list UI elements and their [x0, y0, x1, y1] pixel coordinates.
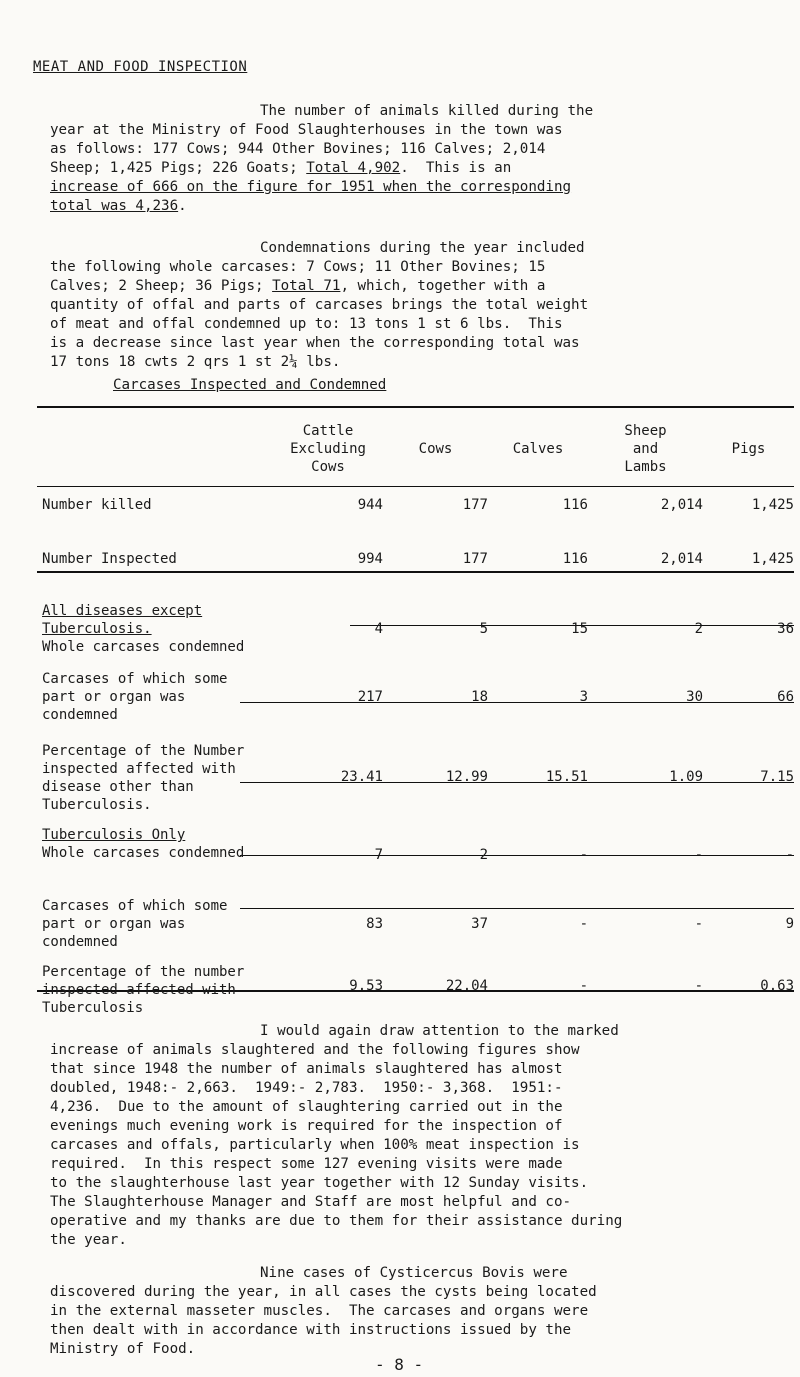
header-line: Cattle — [302, 423, 354, 439]
cell-value: 5 — [479, 621, 488, 637]
text-line: The Slaughterhouse Manager and Staff are most helpful and co- — [50, 1194, 572, 1210]
label-line: Tuberculosis. — [42, 621, 152, 637]
text-line — [50, 178, 775, 197]
text-line: I would again draw attention to the marked — [260, 1023, 619, 1039]
label-line: part or organ was — [42, 689, 186, 705]
text-span: Sheep; 1,425 Pigs; 226 Goats; — [50, 160, 307, 176]
label-line: inspected affected with — [42, 982, 236, 998]
text-line: then dealt with in accordance with instructions issued by the — [50, 1322, 572, 1338]
cell-value: 177 — [462, 551, 488, 567]
cell-value: 116 — [562, 551, 588, 567]
table-row — [37, 814, 794, 887]
table-row — [37, 574, 794, 656]
text-line: 4,236. Due to the amount of slaughtering carried out in the — [50, 1099, 563, 1115]
cell-value: 22.04 — [445, 978, 488, 994]
text-line: increase of animals slaughtered and the following figures show — [50, 1042, 580, 1058]
cell-value: 217 — [357, 689, 383, 705]
header-pigs: Pigs — [731, 441, 766, 457]
cell-value: 177 — [462, 497, 488, 513]
text-line: that since 1948 the number of animals slaughtered has almost — [50, 1061, 563, 1077]
table-title: Carcases Inspected and Condemned — [113, 377, 387, 393]
cell-value: 1,425 — [751, 551, 794, 567]
cell-value: - — [579, 916, 588, 932]
cell-value: 3 — [579, 689, 588, 705]
cell-value: 7 — [374, 847, 383, 863]
table-row — [37, 656, 794, 734]
text-line: required. In this respect some 127 evening visits were made — [50, 1156, 563, 1172]
label-line: part or organ was — [42, 916, 186, 932]
label-line: Whole carcases condemned — [42, 639, 245, 655]
header-line: Sheep — [624, 423, 667, 439]
row-label — [37, 814, 273, 887]
text-line: of meat and offal condemned up to: 13 tons 1 st 6 lbs. This — [50, 316, 563, 332]
label-line: Percentage of the Number — [42, 743, 245, 759]
text-line: year at the Ministry of Food Slaughterhouses in the town was — [50, 122, 563, 138]
text-span: Calves; 2 Sheep; 36 Pigs; — [50, 278, 273, 294]
cell-value: 0.63 — [760, 978, 794, 994]
label-line: Carcases of which some — [42, 671, 228, 687]
text-span: . — [178, 198, 187, 214]
text-line: operative and my thanks are due to them for their assistance during — [50, 1213, 623, 1229]
text-line: Condemnations during the year included — [260, 240, 585, 256]
row-label: Number killed — [42, 497, 152, 513]
label-line: inspected affected with — [42, 761, 236, 777]
label-line: Percentage of the number — [42, 964, 245, 980]
cell-value: 83 — [366, 916, 383, 932]
cell-value: 994 — [357, 551, 383, 567]
label-line: All diseases except — [42, 603, 203, 619]
text-line: as follows: 177 Cows; 944 Other Bovines; 116 Calves; 2,014 — [50, 141, 546, 157]
label-line: Carcases of which some — [42, 898, 228, 914]
row-label — [37, 957, 273, 1023]
cell-value: 36 — [777, 621, 794, 637]
header-line: and — [632, 441, 659, 457]
text-line: doubled, 1948:- 2,663. 1949:- 2,783. 1950:- 3,368. 1951:- — [50, 1080, 563, 1096]
cell-value: - — [579, 847, 588, 863]
increase-text: increase of 666 on the figure for 1951 when the corresponding — [50, 179, 572, 195]
text-line: Nine cases of Cysticercus Bovis were — [260, 1265, 568, 1281]
text-line: is a decrease since last year when the corresponding total was — [50, 335, 580, 351]
header-sheep — [588, 422, 703, 486]
cell-value: 1,425 — [751, 497, 794, 513]
row-label — [37, 734, 273, 814]
cell-value: 4 — [374, 621, 383, 637]
text-line — [50, 197, 775, 216]
header-line: Excluding — [290, 441, 366, 457]
cell-value: - — [694, 847, 703, 863]
previous-total: total was 4,236 — [50, 198, 179, 214]
cell-value: 1.09 — [669, 769, 703, 785]
row-label — [37, 574, 273, 656]
label-line: Tuberculosis Only — [42, 827, 186, 843]
cell-value: 30 — [686, 689, 703, 705]
label-line: Tuberculosis. — [42, 797, 152, 813]
page-number: - 8 - — [375, 1355, 424, 1374]
text-line: The number of animals killed during the — [260, 103, 594, 119]
text-line: evenings much evening work is required for the inspection of — [50, 1118, 563, 1134]
cell-value: - — [694, 978, 703, 994]
row-label: Number Inspected — [42, 551, 177, 567]
cell-value: - — [785, 847, 794, 863]
cell-value: 116 — [562, 497, 588, 513]
cell-value: 15 — [571, 621, 588, 637]
text-line: the following whole carcases: 7 Cows; 11 Other Bovines; 15 — [50, 259, 546, 275]
table-row — [37, 957, 794, 1023]
row-label — [37, 887, 273, 957]
text-line: the year. — [50, 1232, 127, 1248]
cell-value: - — [694, 916, 703, 932]
table-row — [37, 486, 794, 524]
cell-value: 18 — [471, 689, 488, 705]
cell-value: 9 — [785, 916, 794, 932]
header-calves: Calves — [512, 441, 564, 457]
cell-value: 9.53 — [349, 978, 383, 994]
cell-value: 15.51 — [545, 769, 588, 785]
inspection-table — [37, 422, 794, 1023]
text-line: 17 tons 18 cwts 2 qrs 1 st 2¼ lbs. — [50, 354, 341, 370]
text-line — [50, 277, 775, 296]
header-cattle — [273, 422, 383, 486]
label-line: condemned — [42, 707, 118, 723]
cell-value: 23.41 — [340, 769, 383, 785]
page-heading: MEAT AND FOOD INSPECTION — [33, 59, 248, 75]
cell-value: 7.15 — [760, 769, 794, 785]
text-span: , which, together with a — [340, 278, 546, 294]
row-label — [37, 656, 273, 734]
table-row — [37, 887, 794, 957]
cell-value: 2,014 — [660, 497, 703, 513]
cell-value: 12.99 — [445, 769, 488, 785]
text-line: carcases and offals, particularly when 100% meat inspection is — [50, 1137, 580, 1153]
label-line: Whole carcases condemned — [42, 845, 245, 861]
text-line — [50, 159, 775, 178]
header-cows: Cows — [418, 441, 453, 457]
table-header-row — [37, 422, 794, 486]
text-line: in the external masseter muscles. The carcases and organs were — [50, 1303, 589, 1319]
table-row — [37, 524, 794, 574]
text-line: quantity of offal and parts of carcases brings the total weight — [50, 297, 589, 313]
total-killed: Total 4,902 — [306, 160, 401, 176]
cell-value: 37 — [471, 916, 488, 932]
cell-value: 2 — [479, 847, 488, 863]
header-blank — [37, 422, 273, 486]
label-line: disease other than — [42, 779, 194, 795]
text-line: to the slaughterhouse last year together with 12 Sunday visits. — [50, 1175, 589, 1191]
table-rule — [37, 406, 794, 408]
text-line: discovered during the year, in all cases the cysts being located — [50, 1284, 597, 1300]
total-condemned: Total 71 — [272, 278, 341, 294]
cell-value: 66 — [777, 689, 794, 705]
cell-value: 2 — [694, 621, 703, 637]
label-line: Tuberculosis — [42, 1000, 144, 1016]
cell-value: 944 — [357, 497, 383, 513]
cell-value: 2,014 — [660, 551, 703, 567]
cell-value: - — [579, 978, 588, 994]
table-row — [37, 734, 794, 814]
label-line: condemned — [42, 934, 118, 950]
text-span: . This is an — [400, 160, 512, 176]
header-line: Cows — [311, 459, 345, 475]
text-line: Ministry of Food. — [50, 1341, 196, 1357]
header-line: Lambs — [624, 459, 667, 475]
